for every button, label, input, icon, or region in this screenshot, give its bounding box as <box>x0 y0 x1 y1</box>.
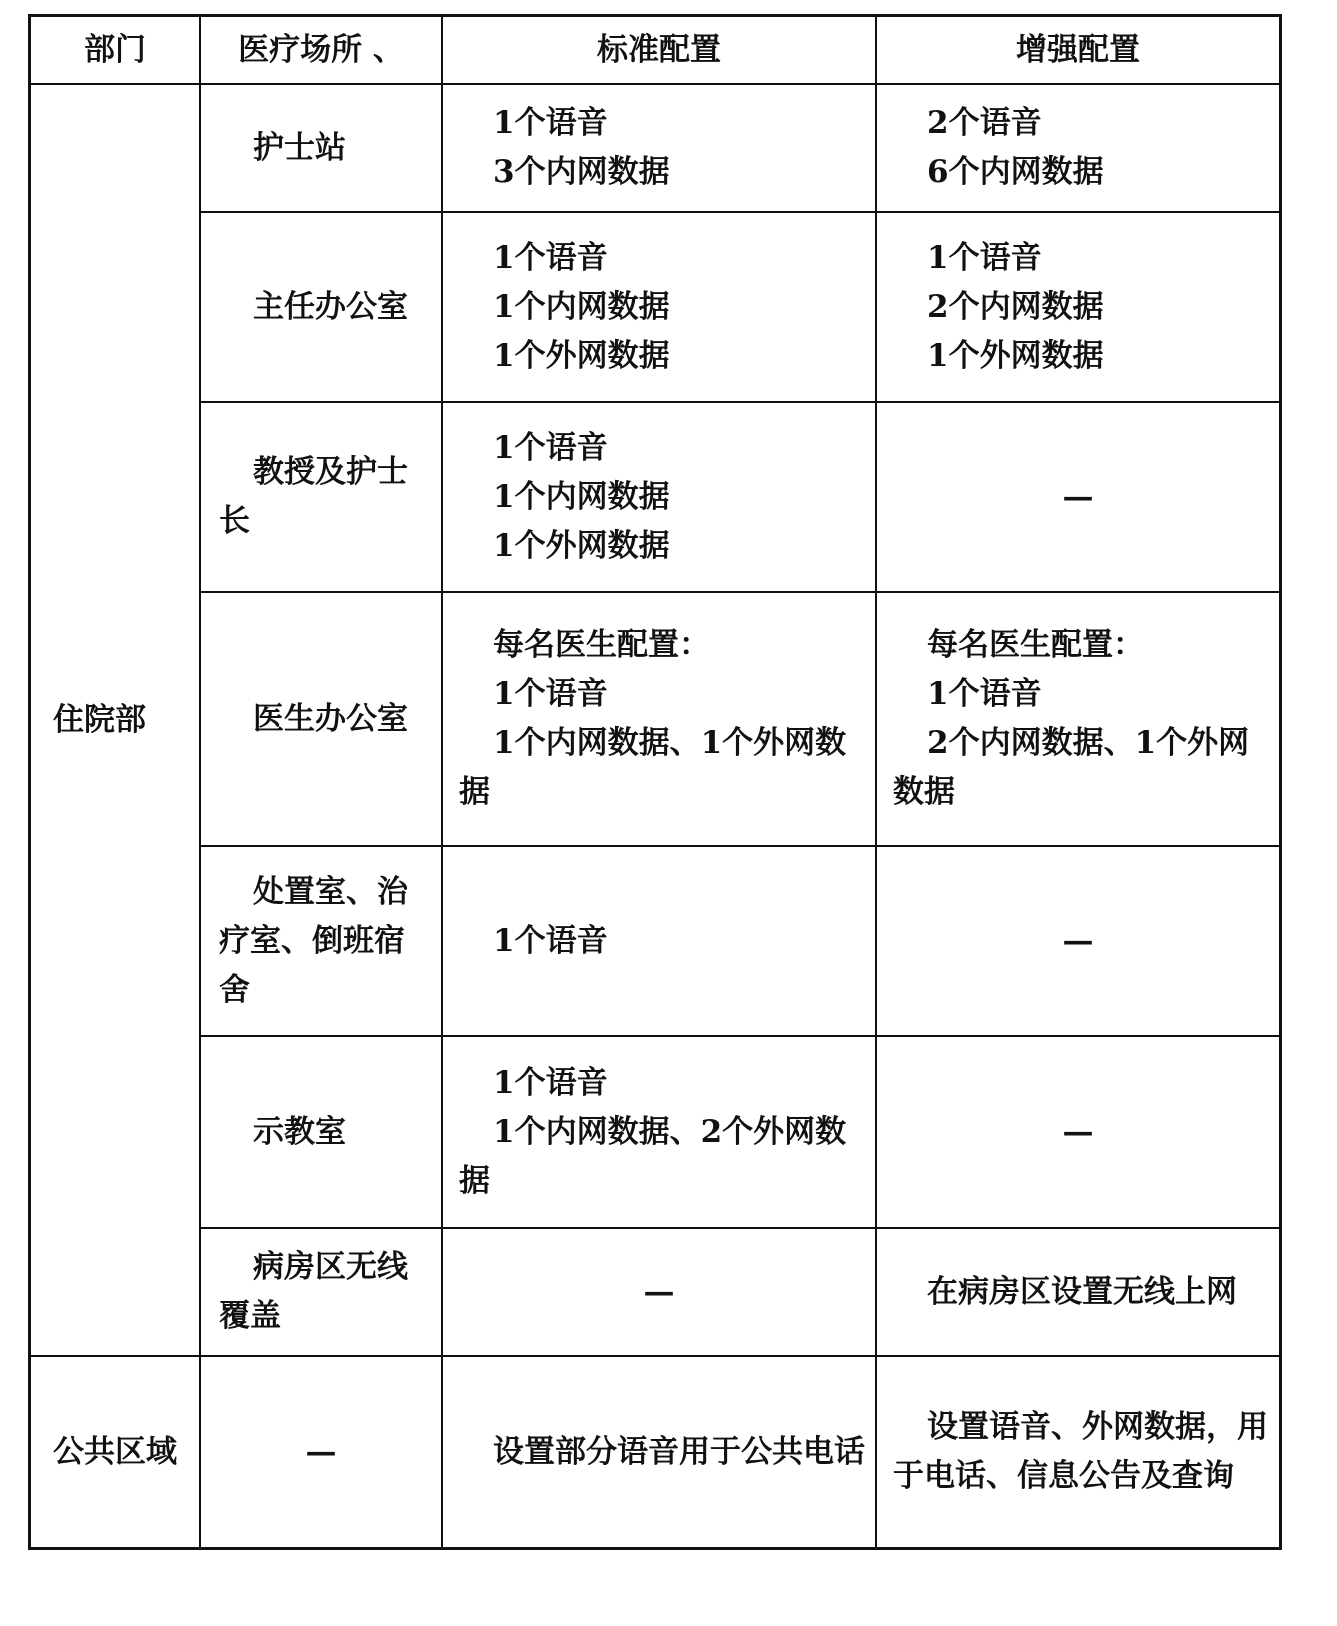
config-line: 每名医生配置： <box>493 627 710 663</box>
config-line: 1个内网数据 <box>493 478 670 515</box>
enhanced-cell <box>876 212 1281 402</box>
enhanced-cell <box>876 1356 1281 1549</box>
place-cell: 示教室 <box>200 1036 442 1228</box>
config-line: 6个内网数据 <box>927 154 1104 190</box>
config-line: 设置部分语音用于公共电话 <box>493 1433 865 1470</box>
header-enhanced: 增强配置 <box>876 16 1281 85</box>
config-line: 1个语音 <box>493 676 608 712</box>
table-row <box>30 592 1281 846</box>
table-row <box>30 1356 1281 1549</box>
enhanced-cell <box>876 846 1281 1036</box>
config-line: 每名医生配置： <box>927 627 1144 663</box>
enhanced-cell <box>876 84 1281 212</box>
network-config-table <box>28 14 1282 1550</box>
standard-cell <box>442 846 876 1036</box>
empty-dash: — <box>1062 478 1094 515</box>
table-row <box>30 212 1281 402</box>
header-place: 医疗场所 、 <box>200 16 442 85</box>
config-line: 1个外网数据 <box>493 527 670 564</box>
table-row <box>30 846 1281 1036</box>
table-row <box>30 84 1281 212</box>
table-row <box>30 1228 1281 1356</box>
place-cell: 医生办公室 <box>200 592 442 846</box>
config-line: 在病房区设置无线上网 <box>927 1273 1237 1310</box>
enhanced-cell <box>876 402 1281 592</box>
place-cell <box>200 1356 442 1549</box>
config-line: 2个内网数据、1个外网数据 <box>893 725 1250 810</box>
empty-dash: — <box>643 1273 675 1310</box>
header-department: 部门 <box>30 16 201 85</box>
config-line: 1个语音 <box>493 105 608 141</box>
empty-dash: — <box>1062 1113 1094 1150</box>
department-cell-public: 公共区域 <box>30 1356 201 1549</box>
config-line: 1个语音 <box>927 239 1042 276</box>
config-line: 1个语音 <box>493 1064 608 1101</box>
enhanced-cell <box>876 1228 1281 1356</box>
config-line: 1个外网数据 <box>493 337 670 374</box>
standard-cell <box>442 1228 876 1356</box>
config-line: 1个内网数据、2个外网数据 <box>459 1113 847 1199</box>
place-cell: 护士站 <box>200 84 442 212</box>
config-line: 1个外网数据 <box>927 337 1104 374</box>
config-line: 1个语音 <box>493 922 608 959</box>
standard-cell <box>442 84 876 212</box>
config-line: 2个语音 <box>927 105 1042 141</box>
table-header-row <box>30 16 1281 85</box>
header-standard: 标准配置 <box>442 16 876 85</box>
standard-cell <box>442 402 876 592</box>
table-row <box>30 1036 1281 1228</box>
config-table-container <box>28 14 1282 1550</box>
config-line: 3个内网数据 <box>493 154 670 190</box>
empty-dash: — <box>1062 922 1094 959</box>
place-cell: 处置室、治疗室、倒班宿舍 <box>200 846 442 1036</box>
standard-cell <box>442 1036 876 1228</box>
place-cell: 主任办公室 <box>200 212 442 402</box>
standard-cell <box>442 592 876 846</box>
config-line: 2个内网数据 <box>927 288 1104 325</box>
standard-cell <box>442 1356 876 1549</box>
config-line: 1个语音 <box>493 239 608 276</box>
place-cell: 教授及护士长 <box>200 402 442 592</box>
config-line: 1个语音 <box>493 429 608 466</box>
place-cell: 病房区无线覆盖 <box>200 1228 442 1356</box>
department-cell-inpatient: 住院部 <box>30 84 201 1356</box>
table-row <box>30 402 1281 592</box>
enhanced-cell <box>876 592 1281 846</box>
empty-dash: — <box>305 1433 337 1470</box>
standard-cell <box>442 212 876 402</box>
config-line: 设置语音、外网数据，用于电话、信息公告及查询 <box>893 1409 1268 1494</box>
config-line: 1个语音 <box>927 676 1042 712</box>
config-line: 1个内网数据 <box>493 288 670 325</box>
enhanced-cell <box>876 1036 1281 1228</box>
config-line: 1个内网数据、1个外网数据 <box>459 725 847 810</box>
